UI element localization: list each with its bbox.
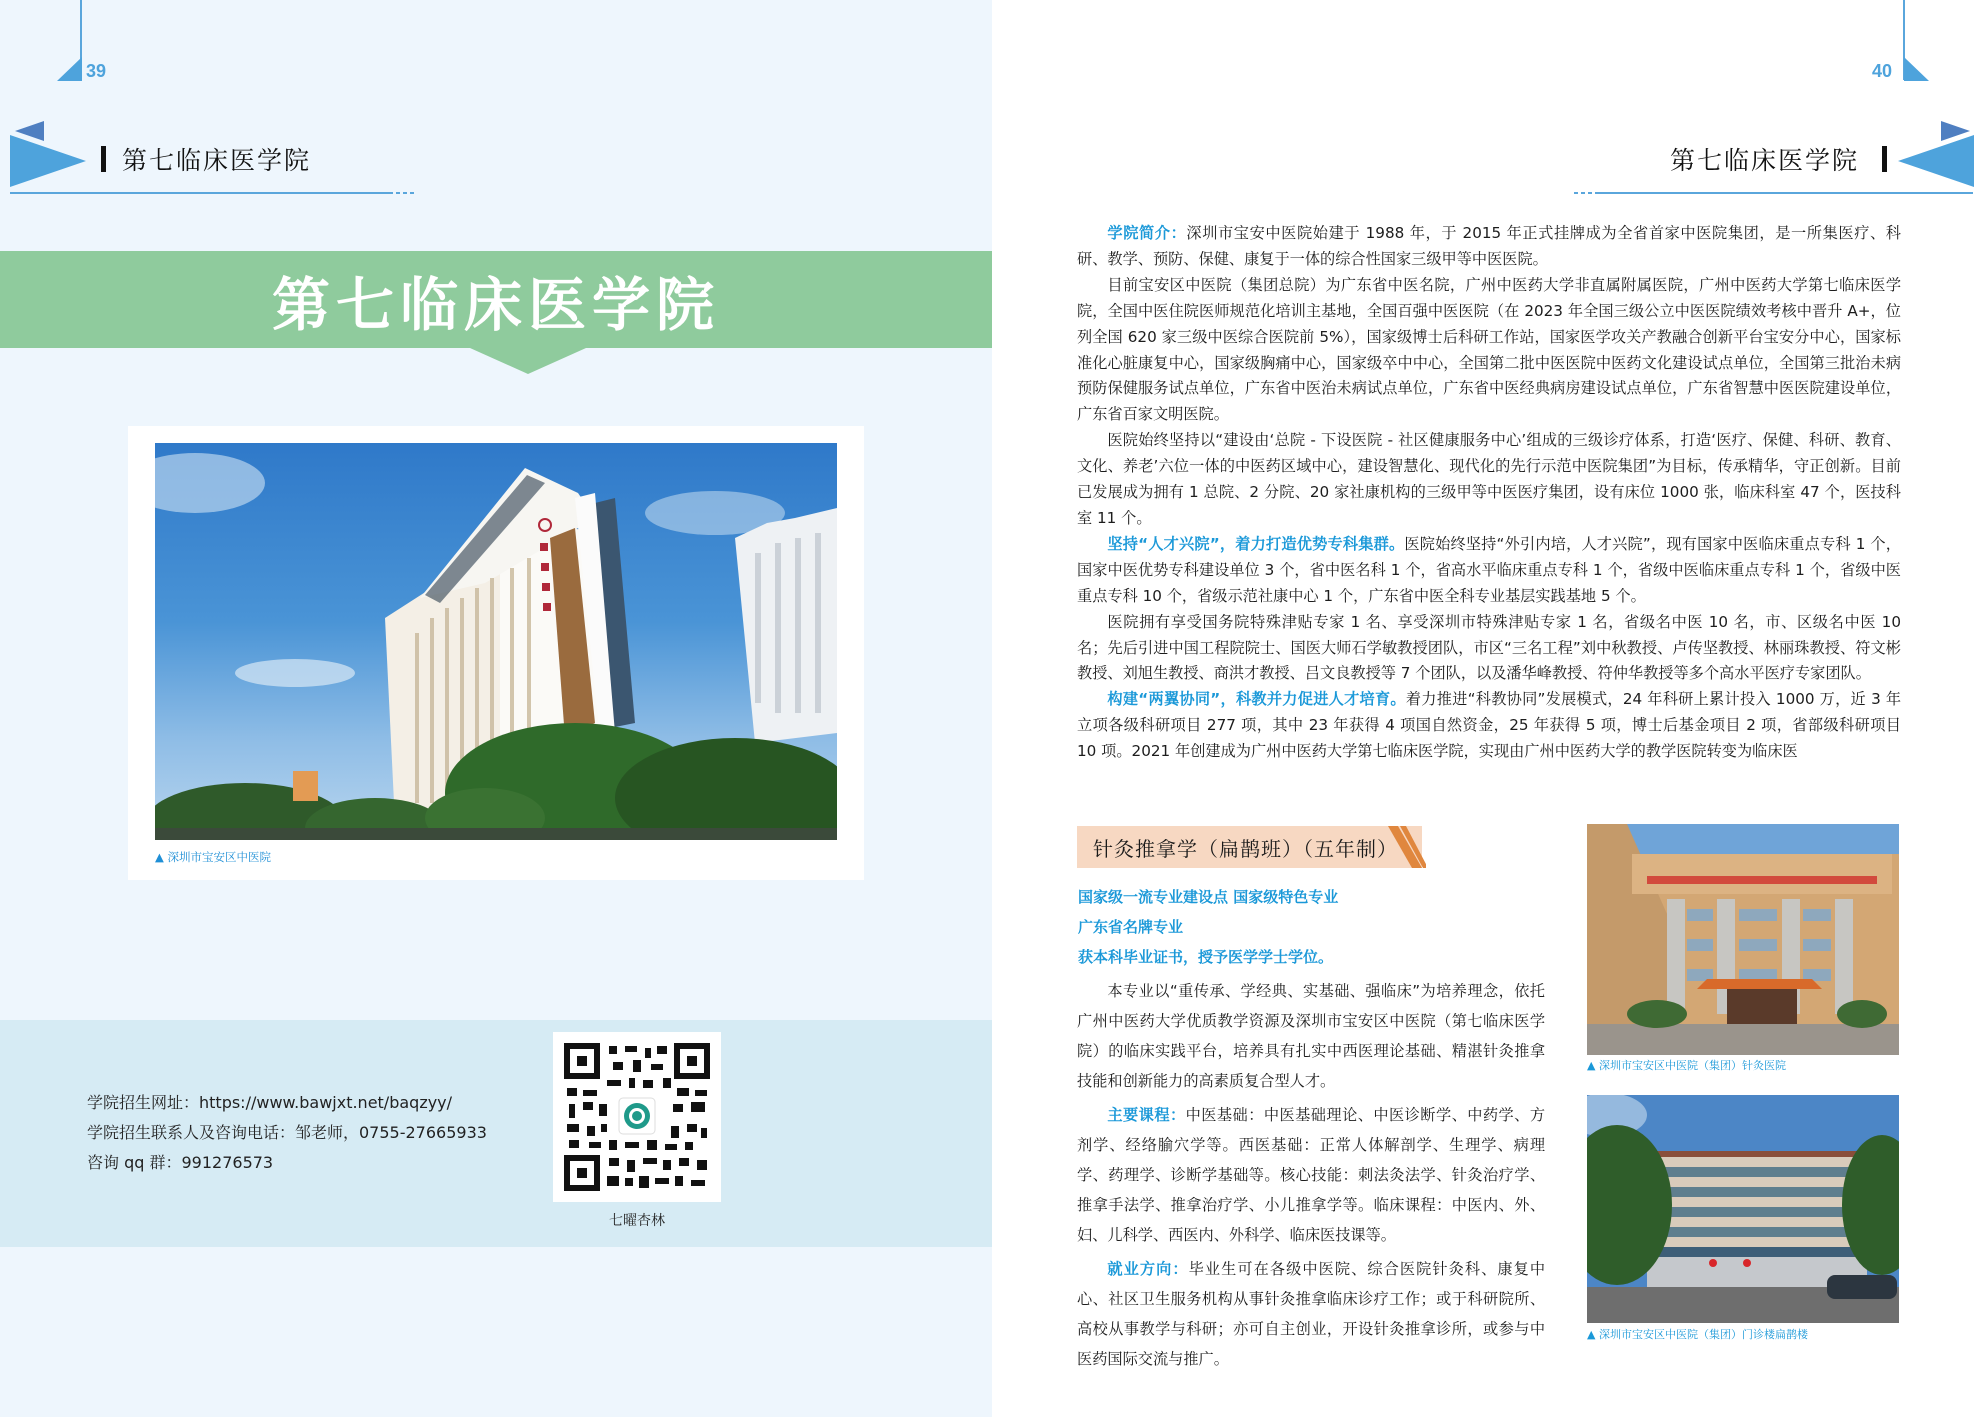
header-bar xyxy=(101,146,106,172)
qr-code-icon xyxy=(553,1032,721,1202)
title-banner xyxy=(0,251,992,348)
page-number: 39 xyxy=(86,61,107,81)
header-title: 第七临床医学院 xyxy=(1670,146,1860,175)
outpatient-building-photo xyxy=(1587,1095,1899,1323)
hospital-photo xyxy=(155,443,837,840)
major-tag: 广东省名牌专业 xyxy=(1078,918,1184,936)
header-bar xyxy=(1882,146,1887,172)
acupuncture-hospital-photo xyxy=(1587,824,1899,1055)
contact-band xyxy=(0,1020,992,1247)
major-courses: 主要课程：中医基础：中医基础理论、中医诊断学、中药学、方剂学、经络腧穴学等。西医基础：正常人体解剖学、生理学、病理学、药理学、诊断学基础等。核心技能：刺法灸法学、针灸治疗学、推拿手法学、推拿治疗学、小儿推拿学等。临床课程：中医内、外、妇、儿科学、西医内、外科学、临床医技课等。 xyxy=(1077,1106,1546,1244)
header-arrow-triangle xyxy=(1898,135,1974,187)
hospital-photo-card xyxy=(128,426,864,880)
photo-caption: ▲ 深圳市宝安区中医院 xyxy=(155,850,271,864)
intro-paragraph-5: 医院拥有享受国务院特殊津贴专家 1 名、享受深圳市特殊津贴专家 1 名，省级名中医 10 名，市、区级名中医 10 名；先后引进中国工程院院士、国医大师石学敏教授团队，市区“三名工程”刘中秋教授、卢传坚教授、林丽珠教授、符文彬教授、刘旭生教授、商洪才教授、吕文良教授等 7 个团队，以及潘华峰教授、符仲华教授等多个高水平医疗专家团队。 xyxy=(1077,612,1901,683)
header-rule xyxy=(1595,192,1973,194)
photo-caption: ▲ 深圳市宝安区中医院（集团）针灸医院 xyxy=(1587,1059,1786,1072)
banner-title: 第七临床医学院 xyxy=(271,270,720,339)
major-intro: 本专业以“重传承、学经典、实基础、强临床”为培养理念，依托广州中医药大学优质教学资源及深圳市宝安区中医院（第七临床医学院）的临床实践平台，培养具有扎实中西医理论基础、精湛针灸推拿技能和创新能力的高素质复合型人才。 xyxy=(1077,982,1545,1090)
intro-paragraph-1: 学院简介：深圳市宝安中医院始建于 1988 年，于 2015 年正式挂牌成为全省首家中医院集团，是一所集医疗、科研、教学、预防、保健、康复于一体的综合性国家三级甲等中医医院。 xyxy=(1077,224,1901,268)
talent-label: 坚持“人才兴院”，着力打造优势专科集群。 xyxy=(1107,534,1405,553)
career-label: 就业方向： xyxy=(1107,1260,1189,1278)
contact-qq: 咨询 qq 群：991276573 xyxy=(87,1153,274,1172)
major-title-bar xyxy=(1077,826,1422,868)
acupuncture-hospital-image xyxy=(1587,824,1899,1055)
major-description xyxy=(1077,976,1545,1378)
header-rule-dots xyxy=(396,192,414,194)
qr-code[interactable] xyxy=(553,1032,721,1202)
header-rule-dots xyxy=(1574,192,1592,194)
header-arrow-triangle xyxy=(10,135,86,187)
major-career: 就业方向：毕业生可在各级中医院、综合医院针灸科、康复中心、社区卫生服务机构从事针灸推拿临床诊疗工作；或于科研院所、高校从事教学与科研；亦可自主创业，开设针灸推拿诊所，或参与中医药国际交流与推广。 xyxy=(1077,1260,1546,1368)
major-tags xyxy=(1078,882,1338,972)
header-title: 第七临床医学院 xyxy=(122,146,312,175)
page-number: 40 xyxy=(1872,61,1893,81)
college-intro xyxy=(1077,221,1901,765)
banner-arrow xyxy=(470,348,586,374)
intro-paragraph-3: 医院始终坚持以“建设由‘总院 - 下设医院 - 社区健康服务中心’组成的三级诊疗体系，打造‘医疗、保健、科研、教育、文化、养老’六位一体的中医药区域中心，建设智慧化、现代化的先行示范中医院集团”为目标，传承精华，守正创新。目前已发展成为拥有 1 总院、2 分院、20 家社康机构的三级甲等中医医疗集团，设有床位 1000 张，临床科室 47 个，医技科室 11 个。 xyxy=(1077,431,1901,527)
intro-paragraph-6: 构建“两翼协同”，科教并力促进人才培育。着力推进“科教协同”发展模式，24 年科研上累计投入 1000 万，近 3 年立项各级科研项目 277 项，其中 23 年获得 4 项国自然资金，25 年获得 5 项，博士后基金项目 2 项，省部级科研项目 10 项。2021 年创建成为广州中医药大学第七临床医学院，实现由广州中医药大学的教学医院转变为临床医 xyxy=(1077,690,1902,761)
major-tag: 获本科毕业证书，授予医学学士学位。 xyxy=(1078,948,1334,966)
title-stripes-decor xyxy=(1386,826,1426,868)
page-corner-triangle xyxy=(1904,57,1929,81)
hospital-building-image xyxy=(155,443,837,840)
major-title: 针灸推拿学（扁鹊班）（五年制） xyxy=(1093,836,1398,861)
contact-phone: 学院招生联系人及咨询电话：邹老师，0755-27665933 xyxy=(87,1123,487,1142)
page-corner-triangle xyxy=(57,57,82,81)
intro-paragraph-2: 目前宝安区中医院（集团总院）为广东省中医名院，广州中医药大学非直属附属医院，广州中医药大学第七临床医学院，全国中医住院医师规范化培训主基地，全国百强中医医院（在 2023 年全国三级公立中医医院绩效考核中晋升 A+，位列全国 620 家三级中医综合医院前 5%），国家级博士后科研工作站，国家医学攻关产教融合创新平台宝安分中心，国家标准化心脏康复中心，国家级胸痛中心，国家级卒中中心，全国第二批中医医院中医药文化建设试点单位，全国第三批治未病预防保健服务试点单位，广东省中医治未病试点单位，广东省中医经典病房建设试点单位，广东省智慧中医医院建设单位，广东省百家文明医院。 xyxy=(1077,275,1901,424)
photo-caption: ▲ 深圳市宝安区中医院（集团）门诊楼扁鹊楼 xyxy=(1587,1328,1808,1341)
outpatient-building-image xyxy=(1587,1095,1899,1323)
research-label: 构建“两翼协同”，科教并力促进人才培育。 xyxy=(1107,690,1406,709)
major-tag: 国家级一流专业建设点 国家级特色专业 xyxy=(1078,888,1339,906)
intro-label: 学院简介： xyxy=(1107,224,1187,242)
qr-label: 七曜杏林 xyxy=(609,1213,665,1229)
header-rule xyxy=(10,192,393,194)
intro-paragraph-4: 坚持“人才兴院”，着力打造优势专科集群。医院始终坚持“外引内培，人才兴院”，现有国家中医临床重点专科 1 个，国家中医优势专科建设单位 3 个，省中医名科 1 个，省高水平临床重点专科 1 个，省级中医临床重点专科 1 个，省级中医重点专科 10 个，省级示范社康中心 1 个，广东省中医全科专业基层实践基地 5 个。 xyxy=(1077,534,1901,605)
courses-label: 主要课程： xyxy=(1107,1106,1186,1124)
contact-info xyxy=(87,1088,487,1178)
contact-website[interactable]: 学院招生网址：https://www.bawjxt.net/baqzyy/ xyxy=(87,1093,453,1112)
